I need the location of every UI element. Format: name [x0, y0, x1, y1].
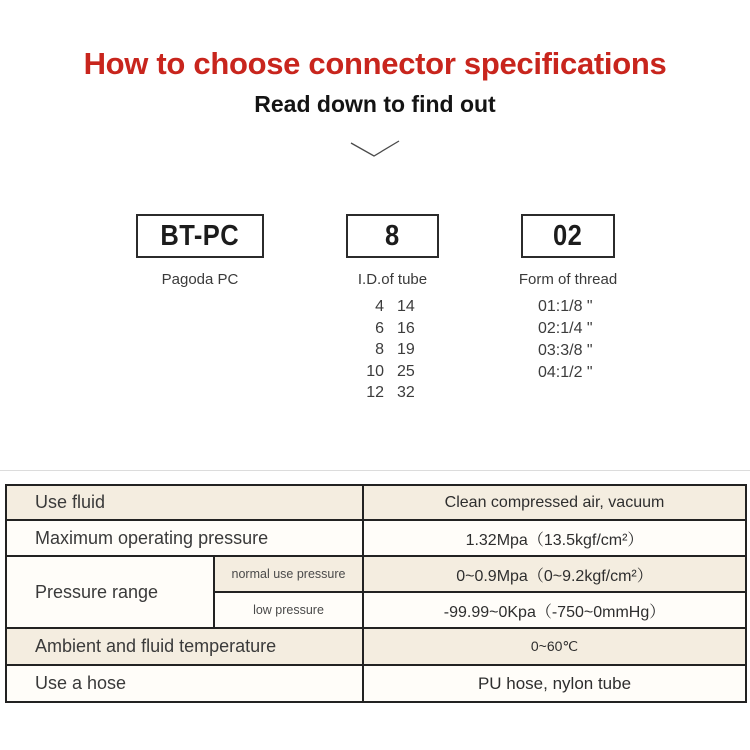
model-code-text: BT-PC [160, 219, 240, 252]
model-code-label: Pagoda PC [161, 271, 239, 288]
tube-size-id: 12 [366, 384, 384, 401]
tube-size-id: 10 [366, 362, 384, 380]
tube-size-row [356, 339, 415, 361]
chevron-down-icon [348, 139, 402, 159]
page-title: How to choose connector specifications [83, 46, 667, 81]
row-value: -99.99~0Kpa（-750~0mmHg） [363, 592, 746, 628]
thread-option: 04:1/2 " [538, 364, 593, 381]
model-code-box [136, 214, 264, 258]
tube-size-od: 32 [397, 384, 415, 401]
page-subtitle: Read down to find out [254, 91, 496, 117]
thread-option: 02:1/4 " [538, 320, 593, 337]
thread-option: 01:1/8 " [538, 298, 593, 315]
thread-option-list [538, 296, 593, 384]
tube-size-id: 8 [375, 341, 384, 358]
row-label: Maximum operating pressure [6, 520, 363, 556]
table-row-pressure-normal [6, 556, 746, 592]
divider-line [0, 470, 750, 471]
tube-size-id: 4 [375, 298, 384, 315]
tube-size-row [356, 382, 415, 404]
row-value: 1.32Mpa（13.5kgf/cm²） [363, 520, 746, 556]
tube-size-od: 14 [397, 298, 415, 315]
table-row-use-fluid [6, 485, 746, 520]
tube-size-row [356, 318, 415, 340]
row-value: Clean compressed air, vacuum [363, 485, 746, 520]
tube-code-box [346, 214, 439, 258]
table-row-temperature [6, 628, 746, 665]
row-label: Use a hose [6, 665, 363, 702]
row-sublabel: normal use pressure [214, 556, 363, 592]
row-label: Ambient and fluid temperature [6, 628, 363, 665]
tube-size-id: 6 [375, 319, 384, 337]
tube-size-od: 16 [397, 319, 415, 337]
thread-code-label: Form of thread [518, 271, 618, 288]
tube-size-list [356, 296, 415, 404]
tube-code-text: 8 [385, 219, 400, 252]
row-label: Pressure range [6, 556, 214, 628]
table-row-max-pressure [6, 520, 746, 556]
tube-size-od: 25 [397, 362, 415, 380]
tube-size-od: 19 [397, 341, 415, 358]
row-value: 0~60℃ [363, 628, 746, 665]
row-value: 0~0.9Mpa（0~9.2kgf/cm²） [363, 556, 746, 592]
row-label: Use fluid [6, 485, 363, 520]
table-row-hose [6, 665, 746, 702]
thread-code-text: 02 [553, 219, 583, 252]
row-sublabel: low pressure [214, 592, 363, 628]
row-value: PU hose, nylon tube [363, 665, 746, 702]
tube-code-label: I.D.of tube [357, 271, 428, 288]
tube-size-row [356, 296, 415, 318]
spec-table [5, 484, 747, 703]
thread-code-box [521, 214, 615, 258]
tube-size-row [356, 361, 415, 383]
thread-option: 03:3/8 " [538, 342, 593, 359]
